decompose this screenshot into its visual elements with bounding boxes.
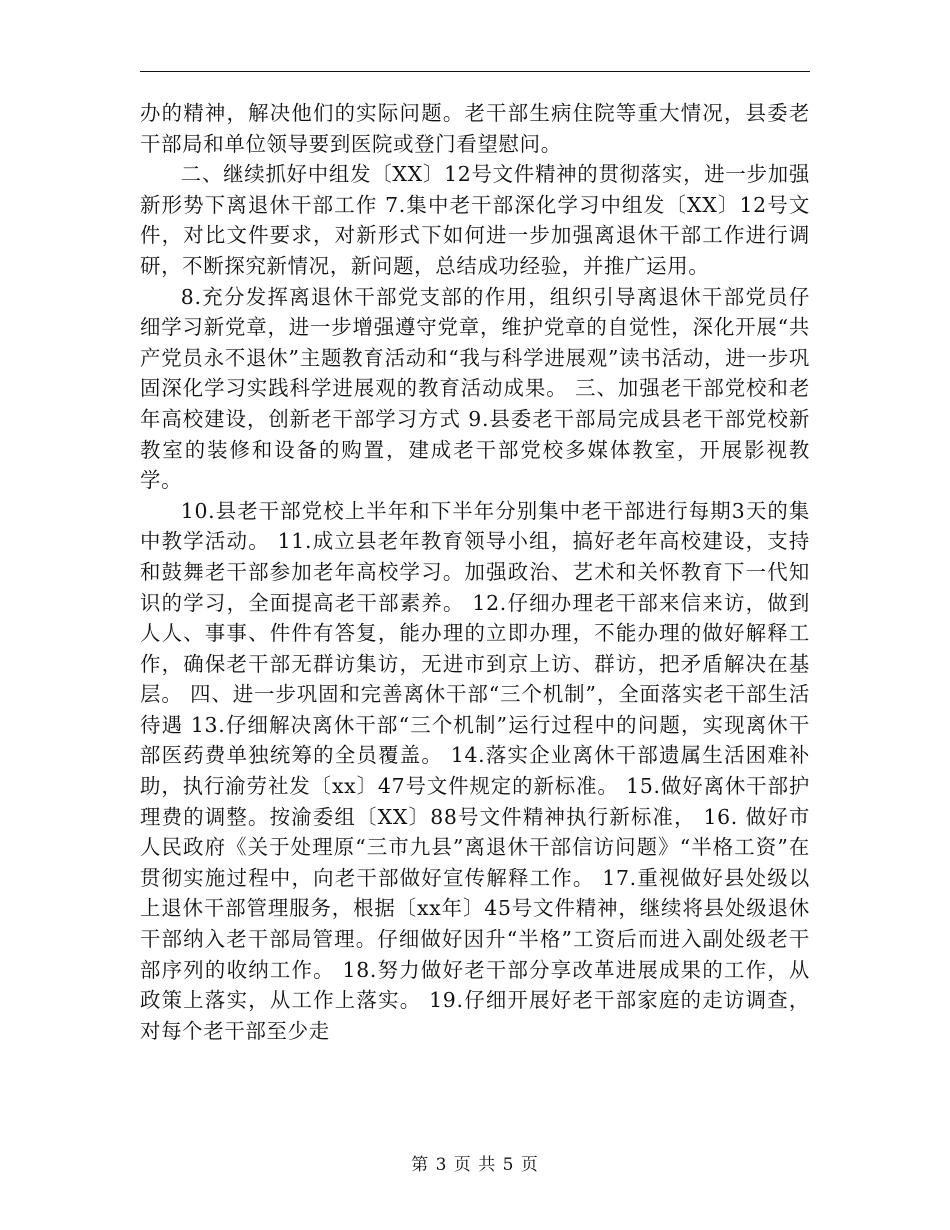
paragraph-item-8: 8.充分发挥离退休干部党支部的作用，组织引导离退休干部党员仔细学习新党章，进一步增强遵守党章，维护党章的自觉性，深化开展“共产党员永不退休”主题教育活动和“我与科学进展观”读书活动，进一步巩固深化学习实践科学进展观的教育活动成果。 三、加强老干部党校和老年高校建设，创新老干部学习方式 9.县委老干部局完成县老干部党校新教室的装修和设备的购置，建成老干部党校多媒体教室，开展影视教学。 bbox=[140, 284, 810, 493]
header-rule bbox=[140, 71, 810, 72]
page-number-footer: 第 3 页 共 5 页 bbox=[411, 1155, 539, 1175]
paragraph-continuation: 办的精神，解决他们的实际问题。老干部生病住院等重大情况，县委老干部局和单位领导要到医院或登门看望慰问。 bbox=[140, 101, 810, 156]
paragraph-item-10: 10.县老干部党校上半年和下半年分别集中老干部进行每期3天的集中教学活动。 11.成立县老年教育领导小组，搞好老年高校建设，支持和鼓舞老干部参加老年高校学习。加强政治、艺术和关怀教育下一代知识的学习，全面提高老干部素养。 12.仔细办理老干部来信来访，做到人人、事事、件件有答复，能办理的立即办理，不能办理的做好解释工作，确保老干部无群访集访，无进市到京上访、群访，把矛盾解决在基层。 四、进一步巩固和完善离休干部“三个机制”，全面落实老干部生活待遇 13.仔细解决离休干部“三个机制”运行过程中的问题，实现离休干部医药费单独统筹的全员覆盖。 14.落实企业离休干部遗属生活困难补助，执行渝劳社发〔xx〕47号文件规定的新标准。 15.做好离休干部护理费的调整。按渝委组〔XX〕88号文件精神执行新标准， 16. 做好市人民政府《关于处理原“三市九县”离退休干部信访问题》“半格工资”在贯彻实施过程中，向老干部做好宣传解释工作。 17.重视做好县处级以上退休干部管理服务，根据〔xx年〕45号文件精神，继续将县处级退休干部纳入老干部局管理。仔细做好因升“半格”工资后而进入副处级老干部序列的收纳工作。 18.努力做好老干部分享改革进展成果的工作，从政策上落实，从工作上落实。 19.仔细开展好老干部家庭的走访调查，对每个老干部至少走 bbox=[140, 498, 810, 1043]
document-body bbox=[140, 98, 810, 1046]
paragraph-section-two: 二、继续抓好中组发〔XX〕12号文件精神的贯彻落实，进一步加强新形势下离退休干部工作 7.集中老干部深化学习中组发〔XX〕12号文件，对比文件要求，对新形式下如何进一步加强离退休干部工作进行调研，不断探究新情况，新问题，总结成功经验，并推广运用。 bbox=[140, 162, 810, 278]
